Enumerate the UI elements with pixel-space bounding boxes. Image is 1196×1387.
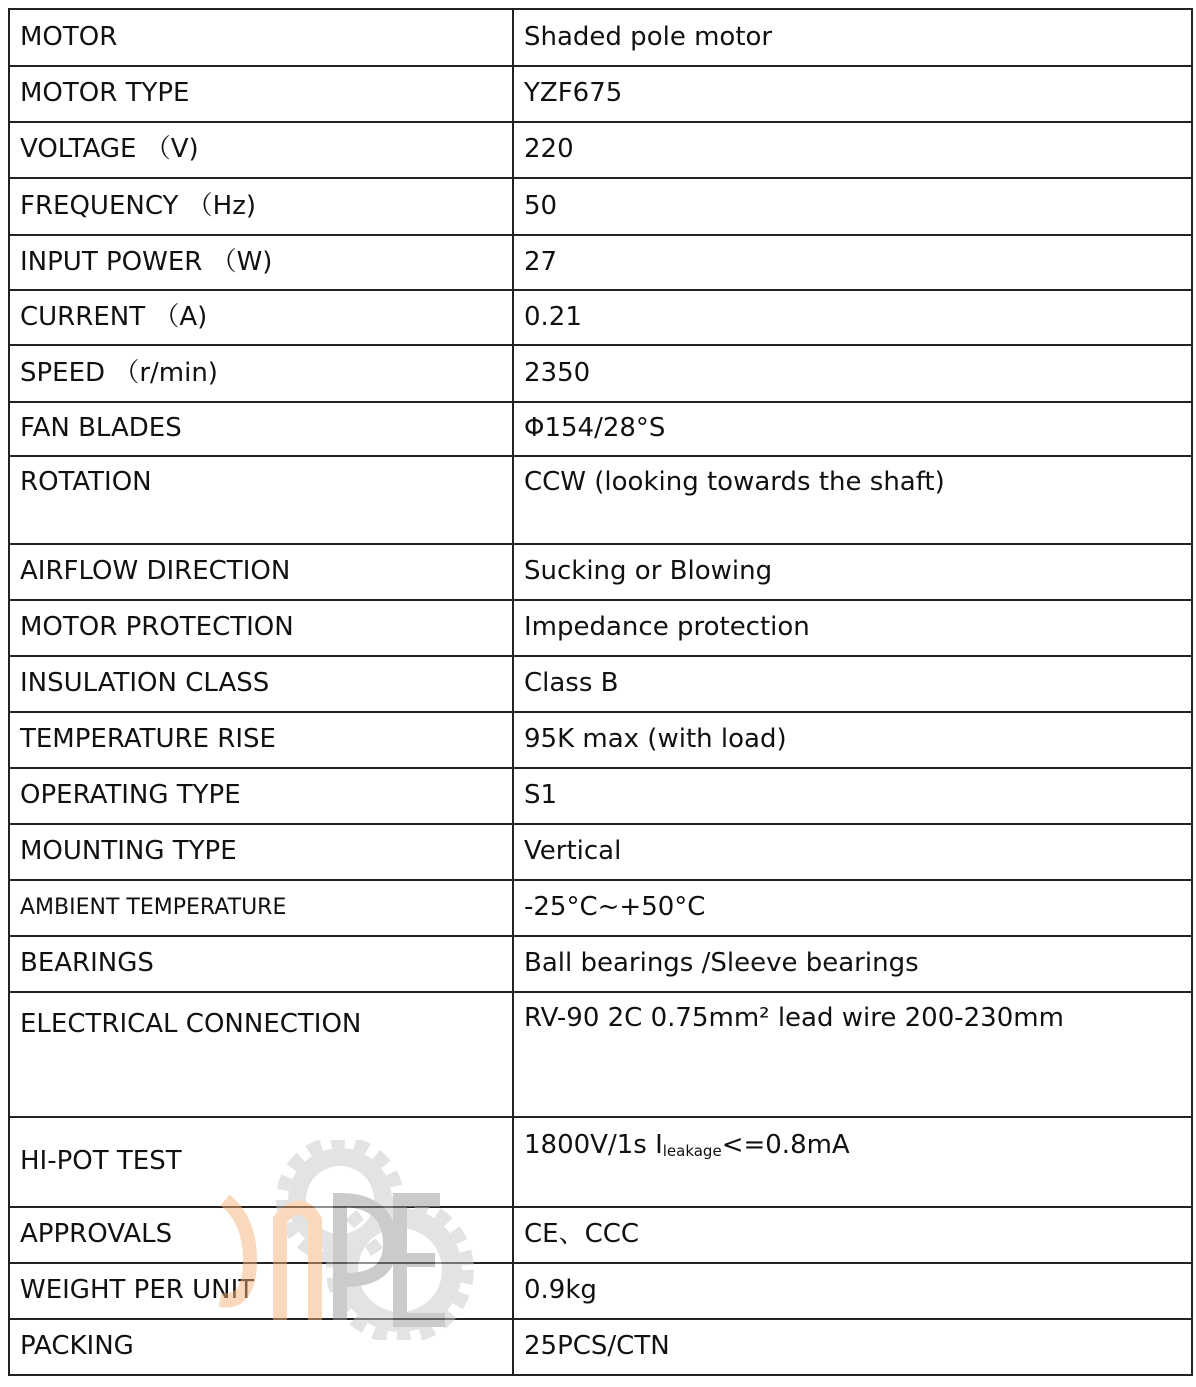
table-row [9,1319,1192,1375]
spec-value: Vertical [513,824,1192,880]
table-row [9,345,1192,402]
table-row [9,768,1192,824]
spec-value: RV-90 2C 0.75mm² lead wire 200-230mm [513,992,1192,1117]
table-row [9,544,1192,600]
table-row [9,992,1192,1117]
table-row [9,235,1192,290]
spec-label: FAN BLADES [9,402,513,456]
spec-label: AMBIENT TEMPERATURE [9,880,513,936]
spec-label: ELECTRICAL CONNECTION [9,992,513,1117]
spec-label: MOTOR PROTECTION [9,600,513,656]
spec-value: Sucking or Blowing [513,544,1192,600]
spec-value [513,1117,1192,1207]
spec-label: OPERATING TYPE [9,768,513,824]
table-row [9,122,1192,178]
spec-label: VOLTAGE （V) [9,122,513,178]
spec-value: CCW (looking towards the shaft) [513,456,1192,544]
spec-label: TEMPERATURE RISE [9,712,513,768]
spec-label: FREQUENCY （Hz) [9,178,513,235]
spec-label: MOTOR TYPE [9,66,513,122]
spec-value: Ball bearings /Sleeve bearings [513,936,1192,992]
spec-value: YZF675 [513,66,1192,122]
spec-value: S1 [513,768,1192,824]
spec-label: MOUNTING TYPE [9,824,513,880]
table-row [9,402,1192,456]
spec-value: 95K max (with load) [513,712,1192,768]
spec-value: 2350 [513,345,1192,402]
table-row [9,1207,1192,1263]
spec-label: INPUT POWER （W) [9,235,513,290]
spec-value: 0.21 [513,290,1192,345]
spec-label: INSULATION CLASS [9,656,513,712]
spec-value: Impedance protection [513,600,1192,656]
spec-value: Shaded pole motor [513,9,1192,66]
hipot-subscript: leakage [662,1142,722,1160]
spec-label: ROTATION [9,456,513,544]
table-row [9,178,1192,235]
table-row [9,712,1192,768]
spec-value: 50 [513,178,1192,235]
spec-table [8,8,1193,1376]
table-row [9,1117,1192,1207]
spec-label: SPEED （r/min) [9,345,513,402]
spec-label: WEIGHT PER UNIT [9,1263,513,1319]
table-row [9,656,1192,712]
spec-value: 220 [513,122,1192,178]
hipot-limit: <=0.8mA [721,1130,850,1160]
spec-label: PACKING [9,1319,513,1375]
spec-label: MOTOR [9,9,513,66]
table-row [9,1263,1192,1319]
table-row [9,456,1192,544]
spec-value: CE、CCC [513,1207,1192,1263]
spec-label: BEARINGS [9,936,513,992]
table-row [9,290,1192,345]
spec-value: Φ154/28°S [513,402,1192,456]
table-row [9,600,1192,656]
spec-value: -25°C~+50°C [513,880,1192,936]
spec-value: 0.9kg [513,1263,1192,1319]
spec-label: HI-POT TEST [9,1117,513,1207]
table-row [9,66,1192,122]
spec-value: Class B [513,656,1192,712]
table-row [9,824,1192,880]
spec-value: 27 [513,235,1192,290]
spec-label: APPROVALS [9,1207,513,1263]
spec-value: 25PCS/CTN [513,1319,1192,1375]
table-row [9,880,1192,936]
spec-label: AIRFLOW DIRECTION [9,544,513,600]
table-row [9,936,1192,992]
spec-label: CURRENT （A) [9,290,513,345]
table-row [9,9,1192,66]
hipot-value: 1800V/1s I [524,1130,663,1160]
